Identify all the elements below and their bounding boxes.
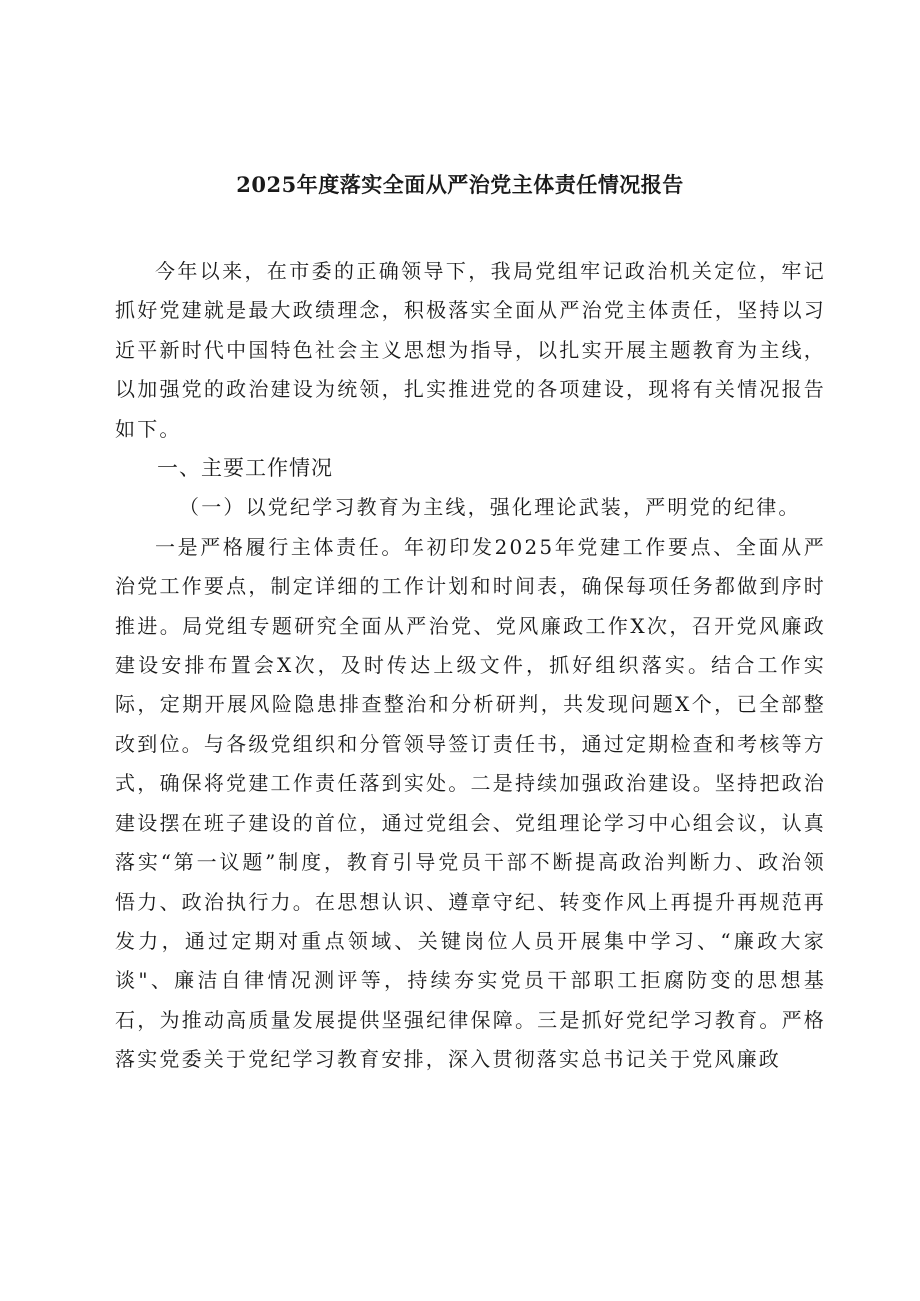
section-heading: 一、主要工作情况 xyxy=(157,456,333,481)
body-paragraph: 一是严格履行主体责任。年初印发2025年党建工作要点、全面从严治党工作要点，制定详细的工作计划和时间表，确保每项任务都做到序时推进。局党组专题研究全面从严治党、党风廉政工作X次，召开党风廉政建设安排布置会X次，及时传达上级文件，抓好组织落实。结合工作实际，定期开展风险隐患排查整治和分析研判，共发现问题X个，已全部整改到位。与各级党组织和分管领导签订责任书，通过定期检查和考核等方式，确保将党建工作责任落到实处。二是持续加强政治建设。坚持把政治建设摆在班子建设的首位，通过党组会、党组理论学习中心组会议，认真落实“第一议题”制度，教育引导党员干部不断提高政治判断力、政治领悟力、政治执行力。在思想认识、遵章守纪、转变作风上再提升再规范再发力，通过定期对重点领域、关键岗位人员开展集中学习、“廉政大家谈"、廉洁自律情况测评等，持续夯实党员干部职工拒腐防变的思想基石，为推动高质量发展提供坚强纪律保障。三是抓好党纪学习教育。严格落实党委关于党纪学习教育安排，深入贯彻落实总书记关于党风廉政 xyxy=(115,534,826,1072)
intro-paragraph: 今年以来，在市委的正确领导下，我局党组牢记政治机关定位，牢记抓好党建就是最大政绩理念，积极落实全面从严治党主体责任，坚持以习近平新时代中国特色社会主义思想为指导，以扎实开展主题教育为主线，以加强党的政治建设为统领，扎实推进党的各项建设，现将有关情况报告如下。 xyxy=(115,259,826,441)
subsection-heading: （一）以党纪学习教育为主线，强化理论武装，严明党的纪律。 xyxy=(179,495,801,520)
document-body xyxy=(115,252,826,1080)
document-title: 2025年度落实全面从严治党主体责任情况报告 xyxy=(236,172,684,197)
